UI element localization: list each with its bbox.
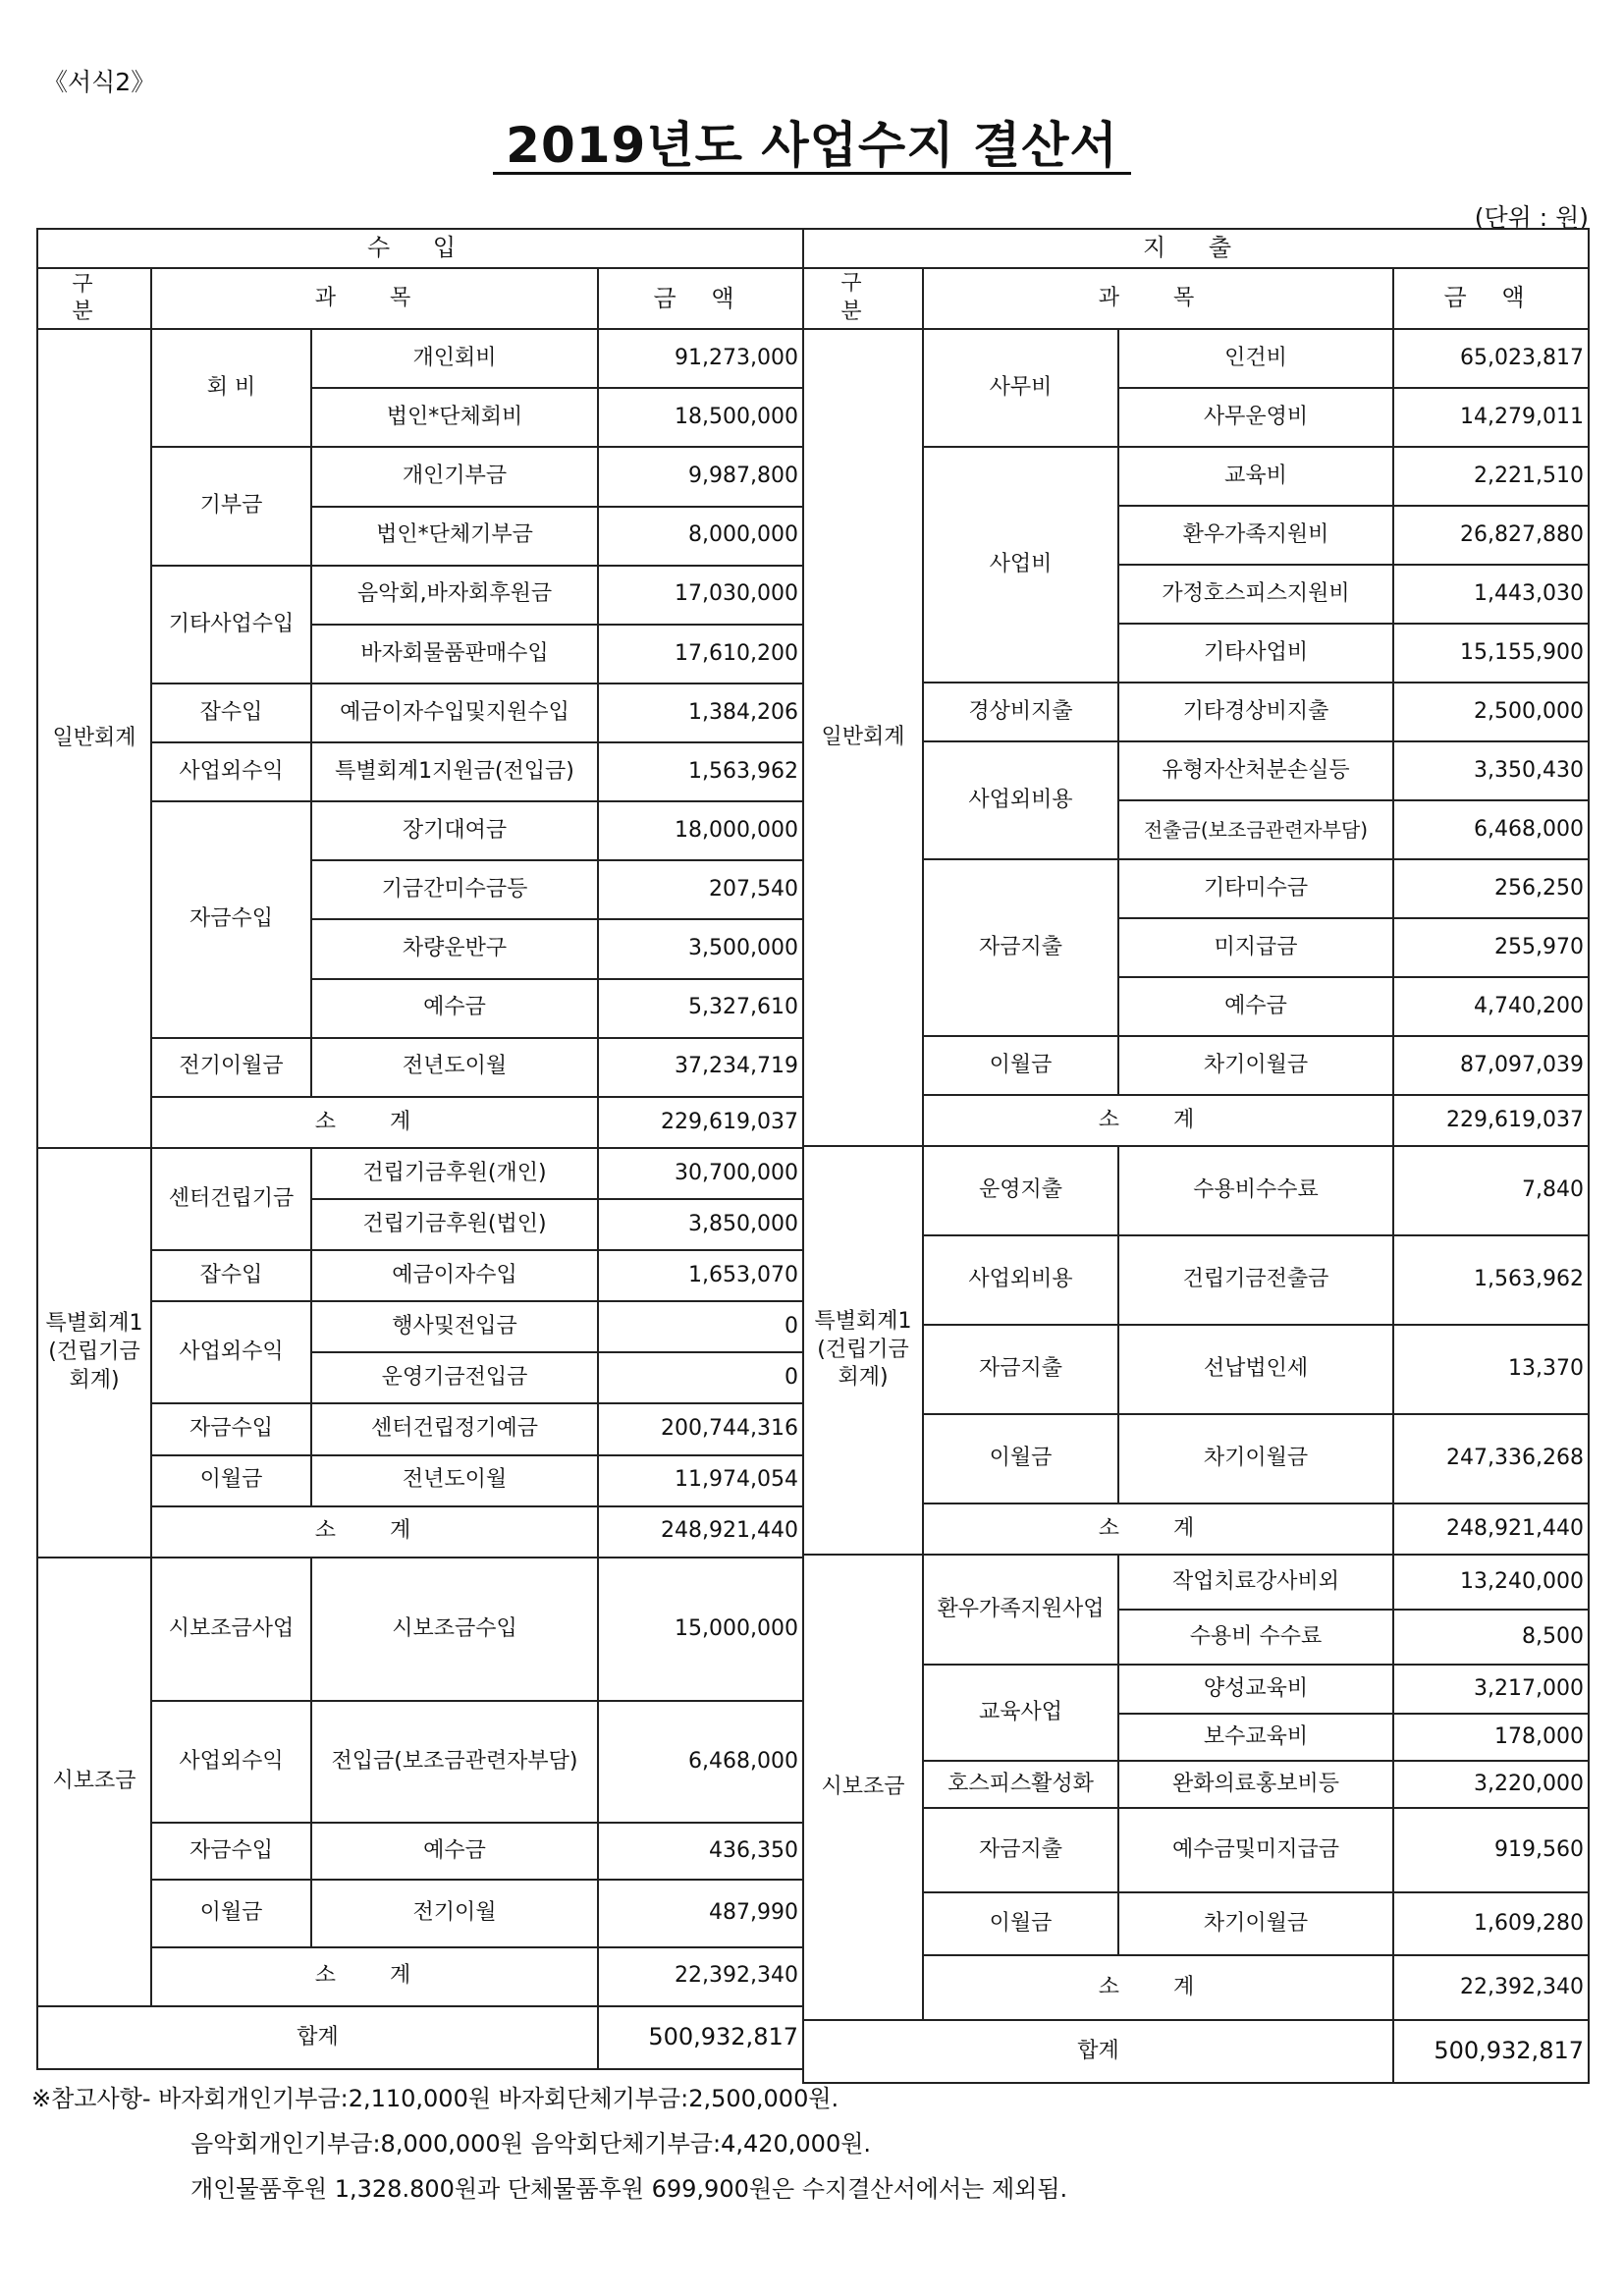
expense-item: 작업치료강사비외	[1118, 1555, 1393, 1610]
income-item: 예금이자수입및지원수입	[311, 683, 598, 742]
expense-section-general: 일반회계	[803, 329, 923, 1146]
settlement-tables	[36, 228, 1588, 2070]
expense-amount: 7,840	[1393, 1146, 1589, 1235]
income-amount: 1,653,070	[598, 1250, 803, 1301]
income-item: 시보조금수입	[311, 1558, 598, 1701]
expense-subtotal-label: 소 계	[923, 1095, 1393, 1146]
income-amount: 3,500,000	[598, 919, 803, 978]
income-section-general: 일반회계	[37, 329, 151, 1148]
expense-amount: 2,221,510	[1393, 447, 1589, 506]
expense-item: 기타사업비	[1118, 624, 1393, 683]
expense-amount: 255,970	[1393, 918, 1589, 977]
income-item: 전입금(보조금관련자부담)	[311, 1701, 598, 1823]
income-amount: 8,000,000	[598, 507, 803, 566]
expense-group: 사업비	[923, 447, 1118, 683]
income-item: 장기대여금	[311, 801, 598, 860]
income-amount: 3,850,000	[598, 1199, 803, 1250]
expense-amount: 1,609,280	[1393, 1892, 1589, 1955]
income-item: 전년도이월	[311, 1455, 598, 1506]
income-item: 운영기금전입금	[311, 1352, 598, 1403]
income-group: 시보조금사업	[151, 1558, 311, 1701]
income-col-gwamok: 과 목	[151, 268, 598, 329]
note-line: ※참고사항- 바자회개인기부금:2,110,000원 바자회단체기부금:2,500,000원.	[31, 2085, 839, 2112]
expense-amount: 65,023,817	[1393, 329, 1589, 388]
income-section-subsidy: 시보조금	[37, 1558, 151, 2006]
income-section-special	[37, 1148, 151, 1558]
expense-amount: 3,350,430	[1393, 741, 1589, 800]
income-group: 기타사업수입	[151, 566, 311, 683]
income-group: 전기이월금	[151, 1038, 311, 1097]
expense-item: 기타경상비지출	[1118, 683, 1393, 741]
title-underline	[493, 172, 1131, 175]
income-section-special-line: (건립기금	[48, 1339, 140, 1365]
expense-item: 수용비 수수료	[1118, 1610, 1393, 1665]
expense-amount: 14,279,011	[1393, 388, 1589, 447]
expense-amount: 178,000	[1393, 1714, 1589, 1761]
expense-item: 완화의료홍보비등	[1118, 1761, 1393, 1808]
income-group: 잡수입	[151, 683, 311, 742]
income-amount: 11,974,054	[598, 1455, 803, 1506]
expense-total: 500,932,817	[1393, 2020, 1589, 2083]
expense-amount: 247,336,268	[1393, 1414, 1589, 1503]
expense-item: 교육비	[1118, 447, 1393, 506]
income-group: 회 비	[151, 329, 311, 447]
reference-notes	[31, 2076, 1067, 2212]
income-item: 바자회물품판매수입	[311, 625, 598, 683]
income-group: 잡수입	[151, 1250, 311, 1301]
expense-group: 사무비	[923, 329, 1118, 447]
income-col-amount: 금 액	[598, 268, 803, 329]
expense-amount: 4,740,200	[1393, 977, 1589, 1036]
income-amount: 9,987,800	[598, 447, 803, 506]
expense-item: 차기이월금	[1118, 1892, 1393, 1955]
income-group: 사업외수익	[151, 742, 311, 801]
income-amount: 15,000,000	[598, 1558, 803, 1701]
expense-amount: 3,217,000	[1393, 1665, 1589, 1714]
income-item: 건립기금후원(법인)	[311, 1199, 598, 1250]
expense-item: 보수교육비	[1118, 1714, 1393, 1761]
income-section-special-line: 특별회계1	[45, 1311, 143, 1337]
income-item: 전년도이월	[311, 1038, 598, 1097]
income-group: 이월금	[151, 1880, 311, 1946]
income-amount: 91,273,000	[598, 329, 803, 388]
expense-group: 자금지출	[923, 1325, 1118, 1414]
income-total-label: 합계	[37, 2006, 598, 2069]
income-item: 개인기부금	[311, 447, 598, 506]
expense-amount: 15,155,900	[1393, 624, 1589, 683]
expense-amount: 919,560	[1393, 1808, 1589, 1892]
expense-group: 이월금	[923, 1414, 1118, 1503]
income-group: 기부금	[151, 447, 311, 565]
expense-group: 사업외비용	[923, 741, 1118, 859]
expense-item: 유형자산처분손실등	[1118, 741, 1393, 800]
income-amount: 18,000,000	[598, 801, 803, 860]
income-subtotal: 248,921,440	[598, 1506, 803, 1558]
income-table-section	[36, 228, 802, 2070]
income-header: 수 입	[37, 229, 803, 268]
income-amount: 1,384,206	[598, 683, 803, 742]
expense-table-section	[802, 228, 1588, 2070]
expense-item: 양성교육비	[1118, 1665, 1393, 1714]
income-item: 법인*단체회비	[311, 388, 598, 447]
expense-item: 미지급금	[1118, 918, 1393, 977]
income-table	[36, 228, 804, 2070]
expense-item: 예수금	[1118, 977, 1393, 1036]
income-item: 기금간미수금등	[311, 860, 598, 919]
income-item: 음악회,바자회후원금	[311, 566, 598, 625]
expense-amount: 6,468,000	[1393, 800, 1589, 859]
expense-amount: 256,250	[1393, 859, 1589, 918]
expense-amount: 1,443,030	[1393, 565, 1589, 624]
unit-label: (단위 : 원)	[1474, 203, 1589, 232]
income-group: 사업외수익	[151, 1301, 311, 1403]
note-line: 개인물품후원 1,328.800원과 단체물품후원 699,900원은 수지결산서에서는 제외됨.	[190, 2175, 1068, 2203]
income-subtotal-label: 소 계	[151, 1506, 598, 1558]
expense-amount: 26,827,880	[1393, 506, 1589, 565]
income-amount: 17,610,200	[598, 625, 803, 683]
income-amount: 1,563,962	[598, 742, 803, 801]
income-amount: 0	[598, 1301, 803, 1352]
expense-group: 호스피스활성화	[923, 1761, 1118, 1808]
income-amount: 0	[598, 1352, 803, 1403]
expense-item: 인건비	[1118, 329, 1393, 388]
expense-group: 경상비지출	[923, 683, 1118, 741]
expense-section-special-line: (건립기금	[817, 1337, 909, 1362]
income-item: 행사및전입금	[311, 1301, 598, 1352]
expense-item: 수용비수수료	[1118, 1146, 1393, 1235]
expense-group: 운영지출	[923, 1146, 1118, 1235]
expense-item: 사무운영비	[1118, 388, 1393, 447]
income-group: 자금수입	[151, 1823, 311, 1880]
income-amount: 17,030,000	[598, 566, 803, 625]
income-subtotal: 229,619,037	[598, 1097, 803, 1148]
income-group: 자금수입	[151, 801, 311, 1038]
expense-subtotal: 248,921,440	[1393, 1503, 1589, 1555]
note-line: 음악회개인기부금:8,000,000원 음악회단체기부금:4,420,000원.	[190, 2130, 872, 2158]
expense-group: 이월금	[923, 1036, 1118, 1095]
income-amount: 487,990	[598, 1880, 803, 1946]
income-group: 사업외수익	[151, 1701, 311, 1823]
expense-section-special	[803, 1146, 923, 1555]
income-group: 자금수입	[151, 1403, 311, 1454]
income-subtotal-label: 소 계	[151, 1947, 598, 2006]
expense-amount: 1,563,962	[1393, 1235, 1589, 1325]
expense-amount: 2,500,000	[1393, 683, 1589, 741]
expense-col-gwamok: 과 목	[923, 268, 1393, 329]
expense-group: 자금지출	[923, 1808, 1118, 1892]
expense-item: 건립기금전출금	[1118, 1235, 1393, 1325]
income-amount: 18,500,000	[598, 388, 803, 447]
expense-table	[802, 228, 1590, 2084]
expense-item: 기타미수금	[1118, 859, 1393, 918]
income-item: 특별회계1지원금(전입금)	[311, 742, 598, 801]
expense-amount: 3,220,000	[1393, 1761, 1589, 1808]
expense-section-special-line: 회계)	[838, 1365, 889, 1391]
expense-group: 이월금	[923, 1892, 1118, 1955]
income-item: 건립기금후원(개인)	[311, 1148, 598, 1199]
income-item: 개인회비	[311, 329, 598, 388]
expense-item: 차기이월금	[1118, 1414, 1393, 1503]
expense-group: 사업외비용	[923, 1235, 1118, 1325]
income-amount: 6,468,000	[598, 1701, 803, 1823]
income-item: 예수금	[311, 979, 598, 1038]
income-item: 센터건립정기예금	[311, 1403, 598, 1454]
expense-subtotal: 22,392,340	[1393, 1955, 1589, 2020]
income-amount: 200,744,316	[598, 1403, 803, 1454]
expense-group: 환우가족지원사업	[923, 1555, 1118, 1665]
expense-subtotal-label: 소 계	[923, 1503, 1393, 1555]
expense-col-gubun: 구 분	[803, 268, 923, 329]
income-item: 전기이월	[311, 1880, 598, 1946]
expense-subtotal-label: 소 계	[923, 1955, 1393, 2020]
expense-item: 환우가족지원비	[1118, 506, 1393, 565]
income-amount: 207,540	[598, 860, 803, 919]
expense-item: 예수금및미지급금	[1118, 1808, 1393, 1892]
income-amount: 436,350	[598, 1823, 803, 1880]
expense-section-special-line: 특별회계1	[814, 1309, 912, 1335]
expense-col-amount: 금 액	[1393, 268, 1589, 329]
income-section-special-line: 회계)	[69, 1367, 120, 1393]
expense-group: 자금지출	[923, 859, 1118, 1036]
document-title: 2019년도 사업수지 결산서	[506, 117, 1118, 174]
expense-item: 가정호스피스지원비	[1118, 565, 1393, 624]
expense-section-subsidy: 시보조금	[803, 1555, 923, 2020]
income-subtotal: 22,392,340	[598, 1947, 803, 2006]
expense-amount: 13,240,000	[1393, 1555, 1589, 1610]
expense-amount: 8,500	[1393, 1610, 1589, 1665]
expense-total-label: 합계	[803, 2020, 1393, 2083]
income-amount: 37,234,719	[598, 1038, 803, 1097]
income-total: 500,932,817	[598, 2006, 803, 2069]
income-item: 예금이자수입	[311, 1250, 598, 1301]
expense-item: 선납법인세	[1118, 1325, 1393, 1414]
form-label: 《서식2》	[43, 68, 156, 96]
income-amount: 30,700,000	[598, 1148, 803, 1199]
income-group: 센터건립기금	[151, 1148, 311, 1250]
income-item: 차량운반구	[311, 919, 598, 978]
income-col-gubun: 구 분	[37, 268, 151, 329]
income-item: 예수금	[311, 1823, 598, 1880]
expense-amount: 87,097,039	[1393, 1036, 1589, 1095]
income-subtotal-label: 소 계	[151, 1097, 598, 1148]
income-amount: 5,327,610	[598, 979, 803, 1038]
expense-header: 지 출	[803, 229, 1589, 268]
income-item: 법인*단체기부금	[311, 507, 598, 566]
expense-item: 차기이월금	[1118, 1036, 1393, 1095]
expense-amount: 13,370	[1393, 1325, 1589, 1414]
expense-group: 교육사업	[923, 1665, 1118, 1761]
expense-subtotal: 229,619,037	[1393, 1095, 1589, 1146]
expense-item: 전출금(보조금관련자부담)	[1118, 800, 1393, 859]
income-group: 이월금	[151, 1455, 311, 1506]
